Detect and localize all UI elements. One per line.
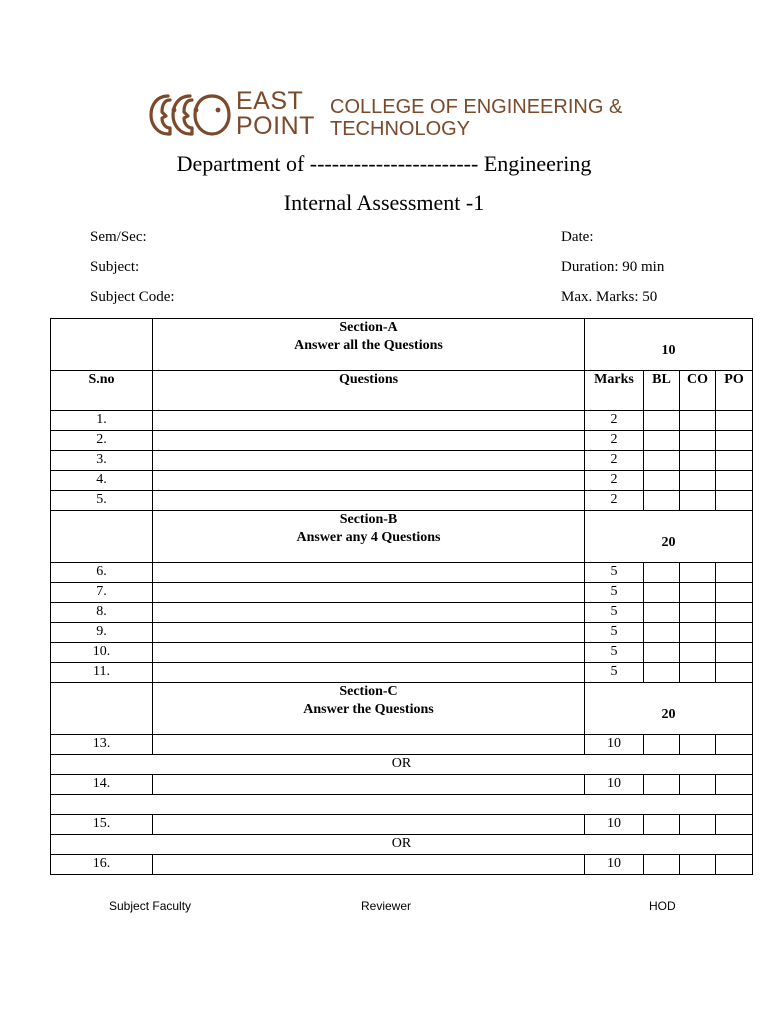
table-row: 11. 5 [51,663,753,683]
department-title: Department of ----------------------- Engineering [176,151,592,176]
blank-row [51,795,753,815]
reviewer-signature-label: Reviewer [361,899,412,913]
assessment-title: Internal Assessment -1 [283,190,485,215]
section-a-title: Section-A [339,320,398,335]
section-c-marks: 20 [585,683,753,735]
section-b-instruction: Answer any 4 Questions [296,530,441,545]
or-row: OR [51,835,753,855]
subject-faculty-signature-label: Subject Faculty [109,899,192,913]
college-logo [148,87,628,140]
duration-label: Duration: 90 min [561,259,665,275]
table-row: 1. 2 [51,411,753,431]
table-row: 15. 10 [51,815,753,835]
section-c-header [51,683,753,735]
section-c-title: Section-C [339,684,398,699]
max-marks-label: Max. Marks: 50 [561,289,658,305]
subject-code-label: Subject Code: [90,289,175,305]
logo-faces-icon [148,92,232,138]
section-b-title: Section-B [339,512,398,527]
col-questions: Questions [153,371,585,411]
logo-point-text: POINT [236,112,315,140]
table-row: 13. 10 [51,735,753,755]
col-co: CO [680,371,716,411]
date-label: Date: [561,229,594,245]
section-a-instruction: Answer all the Questions [294,338,443,353]
table-row: 5. 2 [51,491,753,511]
table-row: 6. 5 [51,563,753,583]
section-c-instruction: Answer the Questions [303,702,434,717]
col-sno: S.no [51,371,153,411]
col-marks: Marks [585,371,644,411]
section-a-header [51,319,753,371]
table-row: 7. 5 [51,583,753,603]
question-paper-table [50,318,753,875]
section-b-header [51,511,753,563]
section-a-marks: 10 [585,319,753,371]
table-row: 14. 10 [51,775,753,795]
table-row: 16. 10 [51,855,753,875]
sem-sec-label: Sem/Sec: [90,229,147,245]
subject-label: Subject: [90,259,140,275]
table-row: 3. 2 [51,451,753,471]
table-row: 9. 5 [51,623,753,643]
col-bl: BL [644,371,680,411]
table-row: 4. 2 [51,471,753,491]
table-row: 8. 5 [51,603,753,623]
section-b-marks: 20 [585,511,753,563]
table-row: 2. 2 [51,431,753,451]
or-row: OR [51,755,753,775]
column-header-row [51,371,753,411]
logo-east-text: EAST [236,87,304,115]
table-row: 10. 5 [51,643,753,663]
logo-college-line1: COLLEGE OF ENGINEERING & [330,96,623,118]
hod-signature-label: HOD [649,899,676,913]
logo-college-line2: TECHNOLOGY [330,118,471,140]
col-po: PO [716,371,753,411]
